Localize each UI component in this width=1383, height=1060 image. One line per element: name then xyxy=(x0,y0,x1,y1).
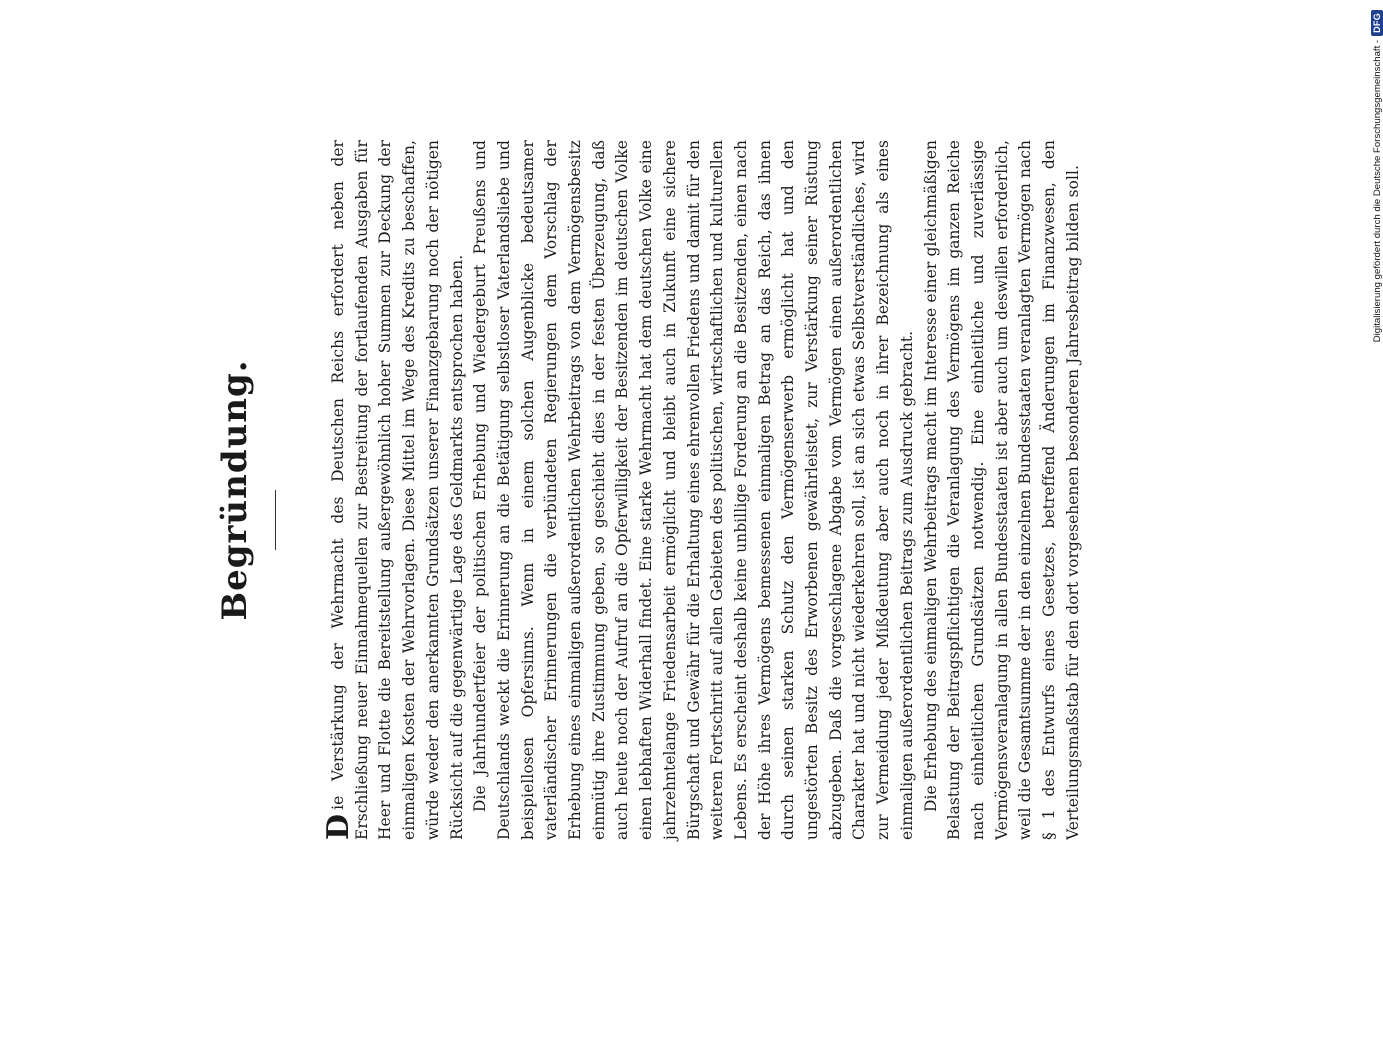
funding-notice-inner xyxy=(1368,10,1383,410)
drop-cap: D xyxy=(321,813,356,840)
title-divider xyxy=(275,490,276,550)
document-body xyxy=(321,140,1127,840)
paragraph-2: Die Jahrhundertfeier der politischen Erhebung und Wiedergeburt Preußens und Deutschlands weckt die Erinnerung an die Betätigung selbstloser Vaterlandsliebe und beispiellosen Opfersinns. Wenn in einem solchen Augenblicke bedeutsamer vaterländischer Erinnerungen die verbündeten Regierungen dem Vorschlag der Erhebung eines einmaligen außerordentlichen Wehrbeitrags von dem Vermögensbesitz einmütig ihre Zustimmung geben, so geschieht dies in der festen Überzeugung, daß auch heute noch der Aufruf an die Opferwilligkeit der Besitzenden im deutschen Volke einen lebhaften Widerhall findet. Eine starke Wehrmacht hat dem deutschen Volke eine jahrzehntelange Friedensarbeit ermöglicht und bleibt auch in Zukunft eine sichere Bürgschaft und Gewähr für die Erhaltung eines ehrenvollen Friedens und damit für den weiteren Fortschritt auf allen Gebieten des politischen, wirtschaftlichen und kulturellen Lebens. Es erscheint deshalb keine unbillige Forderung an die Besitzenden, einen nach der Höhe ihres Vermögens bemessenen einmaligen Betrag an das Reich, das ihnen durch seinen starken Schutz den Vermögenserwerb ermöglicht hat und den ungestörten Besitz des Erworbenen gewährleistet, zur Verstärkung seiner Rüstung abzugeben. Daß die vorgeschlagene Abgabe vom Vermögen einen außerordentlichen Charakter hat und nicht wiederkehren soll, ist an sich etwas Selbstverständliches, wird zur Vermeidung jeder Mißdeutung aber auch noch in ihrer Bezeichnung als eines einmaligen außerordentlichen Beitrags zum Ausdruck gebracht. xyxy=(471,140,916,840)
document-title: Begründung. xyxy=(215,359,255,621)
dfg-logo: DFG xyxy=(1371,10,1383,36)
document-sheet xyxy=(215,140,1130,840)
paragraph-1 xyxy=(321,140,469,840)
paragraph-3: Die Erhebung des einmaligen Wehrbeitrags macht im Interesse einer gleichmäßigen Belastung der Beitragspflichtigen die Veranlagung des Vermögens im ganzen Reiche nach einheitlichen Grundsätzen notwendig. Eine einheitliche und zuverlässige Vermögensveranlagung in allen Bundesstaaten ist aber auch um deswillen erforderlich, weil die Gesamtsumme der in den einzelnen Bundesstaaten veranlagten Vermögen nach § 1 des Entwurfs eines Gesetzes, betreffend Änderungen im Finanzwesen, den Verteilungsmaßstab für den dort vorgesehenen besonderen Jahresbeitrag bilden soll. xyxy=(921,140,1082,840)
funding-notice-text: Digitalisierung gefördert durch die Deutsche Forschungsgemeinschaft - xyxy=(1371,39,1383,343)
paragraph-1-text: ie Verstärkung der Wehrmacht des Deutschen Reichs erfordert neben der Erschließung neuer Einnahmequellen zur Bestreitung der fortlaufenden Ausgaben für Heer und Flotte die Bereitstellung außergewöhnlich hoher Summen zur Deckung der einmaligen Kosten der Wehrvorlagen. Diese Mittel im Wege des Kredits zu beschaffen, würde weder den anerkannten Grundsätzen unserer Finanzgebarung noch der nötigen Rücksicht auf die gegenwärtige Lage des Geldmarkts entsprochen haben. xyxy=(329,140,466,840)
rotated-page xyxy=(215,140,1135,1060)
funding-notice xyxy=(1368,10,1383,410)
